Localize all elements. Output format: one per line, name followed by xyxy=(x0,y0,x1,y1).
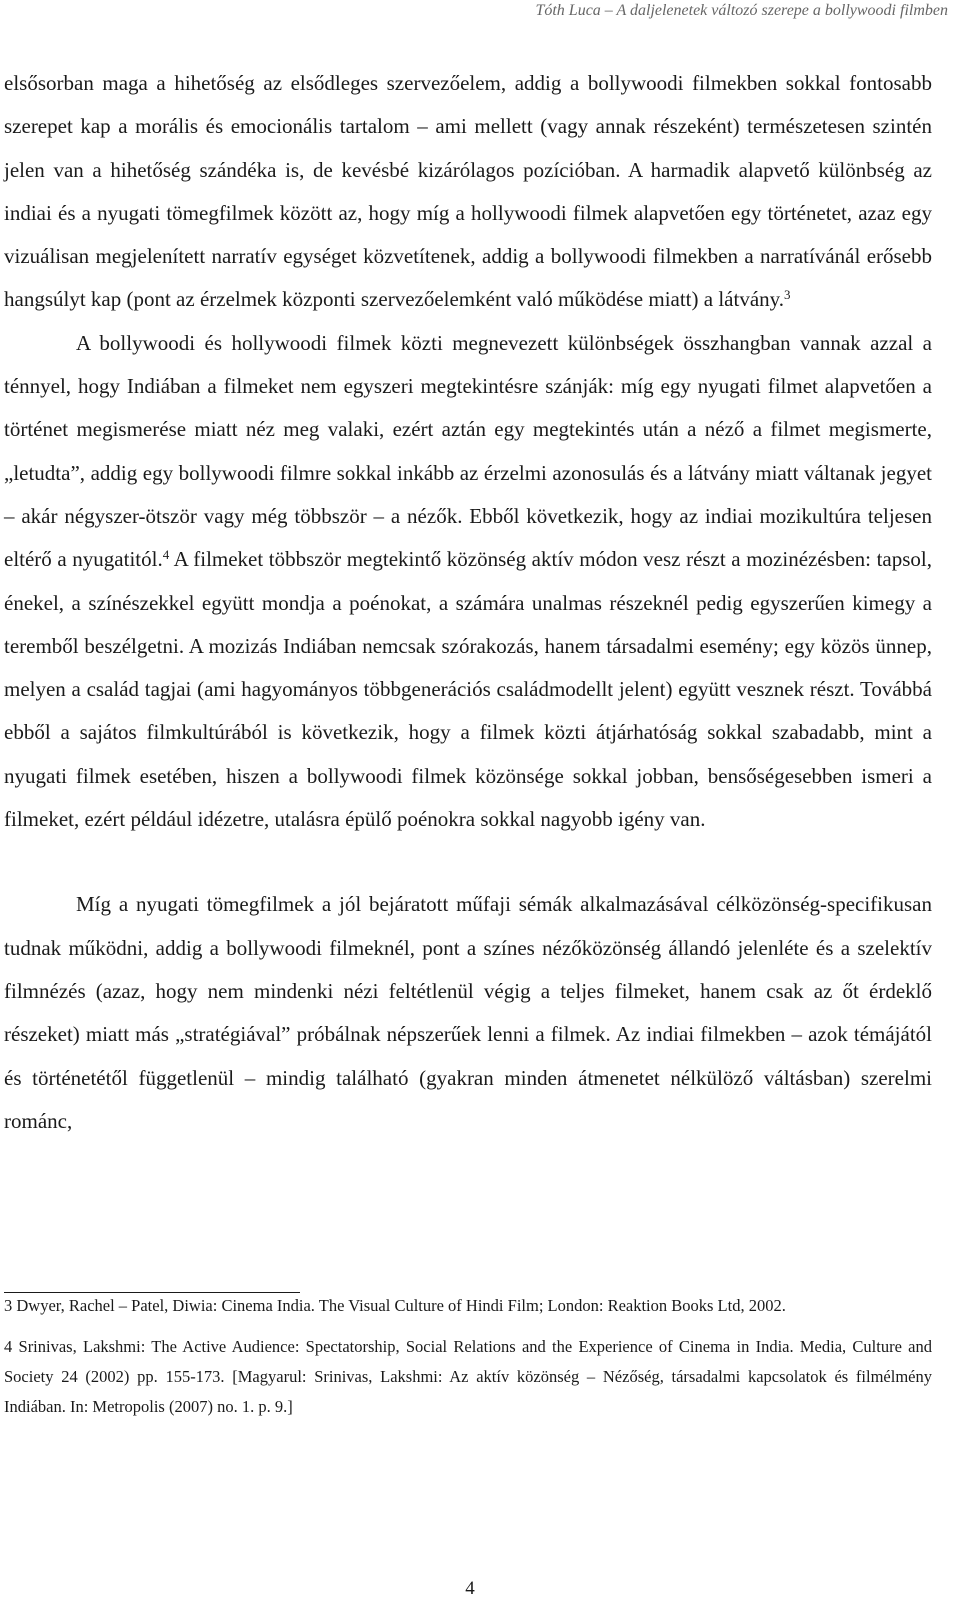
paragraph-3-text: Míg a nyugati tömegfilmek a jól bejáratott műfaji sémák alkalmazásával célközönség-specifikusan tudnak működni, addig a bollywoodi filmeknél, pont a színes nézőközönség állandó jelenléte és a szelektív filmnézés (azaz, hogy nem mindenki nézi feltétlenül végig a teljes filmeket, hanem csak az őt érdeklő részeket) miatt más „stratégiával” próbálnak népszerűek lenni a filmek. Az indiai filmekben ‒ azok témájától és történetétől függetlenül ‒ mindig található (gyakran minden átmenetet nélkülöző váltásban) szerelmi románc, xyxy=(4,892,932,1133)
paragraph-2-text-b: A filmeket többször megtekintő közönség aktív módon vesz részt a mozinézésben: tapsol, énekel, a színészekkel együtt mondja a poénokat, a számára unalmas részeknél pedig egyszerűen kimegy a teremből beszélgetni. A mozizás Indiában nemcsak szórakozás, hanem társadalmi esemény; egy közös ünnep, melyen a család tagjai (ami hagyományos többgenerációs családmodellt jelent) együtt vesznek részt. Továbbá ebből a sajátos filmkultúrából is következik, hogy a filmek közti átjárhatóság sokkal szabadabb, mint a nyugati filmek esetében, hiszen a bollywoodi filmek közönsége sokkal jobban, bensőségesebben ismeri a filmeket, ezért például idézetre, utalásra épülő poénokra sokkal nagyobb igény van. xyxy=(4,547,932,832)
page-number: 4 xyxy=(465,1578,475,1599)
paragraph-1 xyxy=(4,62,932,322)
footnote-3 xyxy=(4,1291,932,1321)
running-header: Tóth Luca – A daljelenetek változó szerepe a bollywoodi filmben xyxy=(535,2,948,19)
footnote-reference-3[interactable]: 3 xyxy=(784,287,791,303)
body-text xyxy=(4,62,932,1143)
footnotes xyxy=(4,1291,932,1433)
footnote-4 xyxy=(4,1332,932,1422)
paragraph-2 xyxy=(4,322,932,842)
footnote-reference-4[interactable]: 4 xyxy=(162,547,170,563)
footnote-4-marker: 4 xyxy=(4,1337,13,1356)
footnote-3-text: Dwyer, Rachel ‒ Patel, Diwia: Cinema India. The Visual Culture of Hindi Film; London: Reaktion Books Ltd, 2002. xyxy=(16,1296,786,1315)
footnote-3-marker: 3 xyxy=(4,1296,13,1315)
paragraph-2-text-a: A bollywoodi és hollywoodi filmek közti megnevezett különbségek összhangban vannak azzal a ténnyel, hogy Indiában a filmeket nem egyszeri megtekintésre szánják: míg egy nyugati filmet alapvetően a történet megismerése miatt néz meg valaki, ezért aztán egy megtekintés után a néző a filmet megismerte, „letudta”, addig egy bollywoodi filmre sokkal inkább az érzelmi azonosulás és a látvány miatt váltanak jegyet ‒ akár négyszer-ötször vagy még többször ‒ a nézők. Ebből következik, hogy az indiai mozikultúra teljesen eltérő a nyugatitól. xyxy=(4,330,932,572)
footnote-4-text: Srinivas, Lakshmi: The Active Audience: Spectatorship, Social Relations and the Experience of Cinema in India. Media, Culture and Society 24 (2002) pp. 155-173. [Magyarul: Srinivas, Lakshmi: Az aktív közönség ‒ Nézőség, társadalmi kapcsolatok és filmélmény Indiában. In: Metropolis (2007) no. 1. p. 9.] xyxy=(4,1337,932,1416)
paragraph-1-text: elsősorban maga a hihetőség az elsődleges szervezőelem, addig a bollywoodi filmekben sokkal fontosabb szerepet kap a morális és emocionális tartalom ‒ ami mellett (vagy annak részeként) természetesen szintén jelen van a hihetőség szándéka is, de kevésbé kizárólagos pozícióban. A harmadik alapvető különbség az indiai és a nyugati tömegfilmek között az, hogy míg a hollywoodi filmek alapvetően egy történetet, azaz egy vizuálisan megjelenített narratív egységet közvetítenek, addig a bollywoodi filmekben a narratívánál erősebb hangsúlyt kap (pont az érzelmek központi szervezőelemként való működése miatt) a látvány. xyxy=(4,71,932,312)
paragraph-3 xyxy=(4,883,932,1143)
